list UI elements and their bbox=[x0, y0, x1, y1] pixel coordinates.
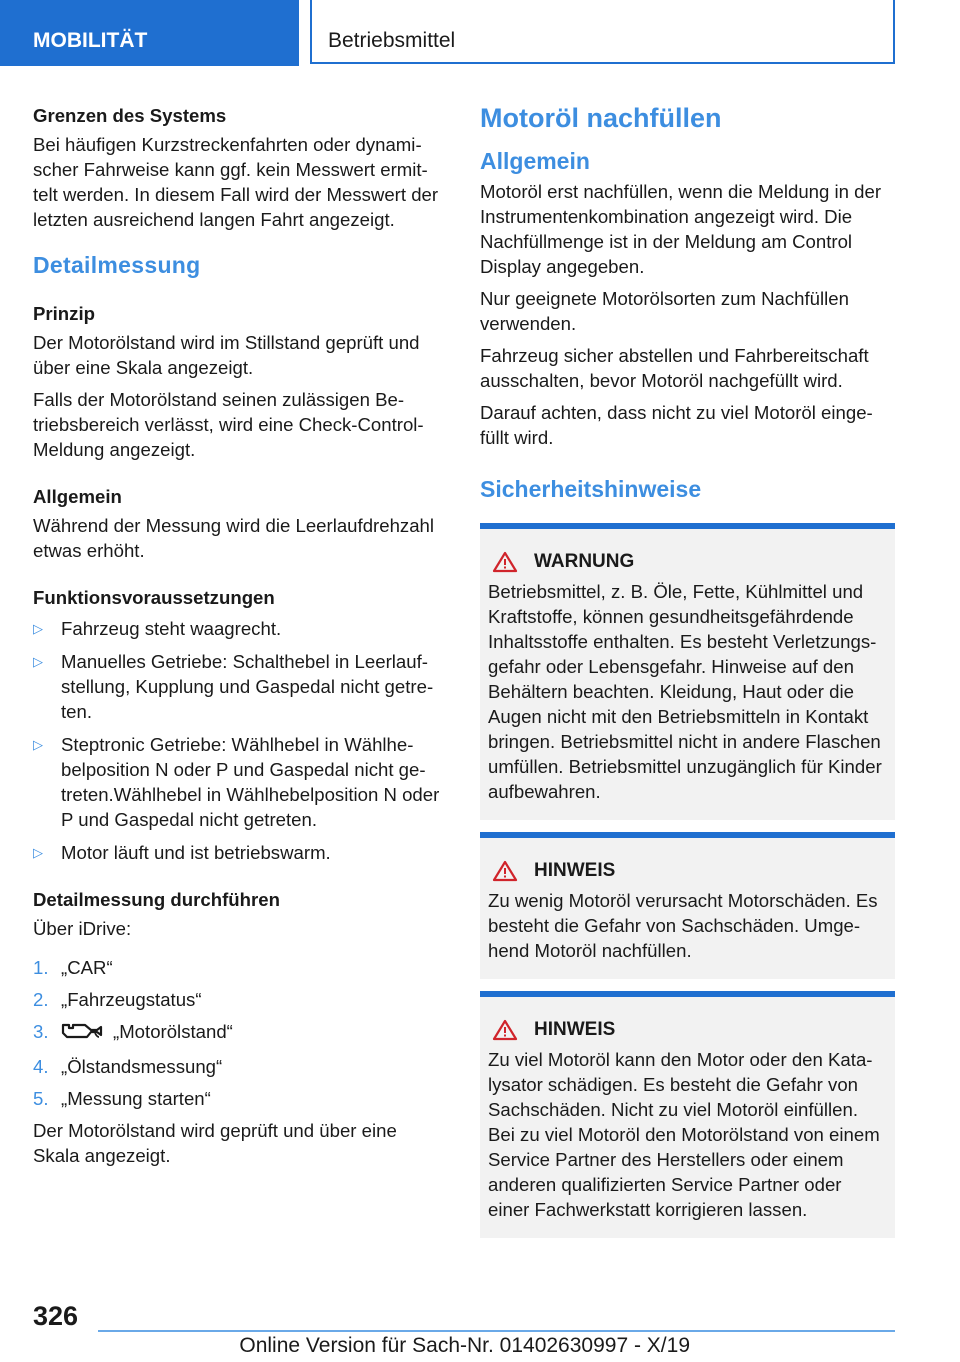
bullet-triangle-icon: ▷ bbox=[33, 737, 43, 752]
list-item: ▷ Motor läuft und ist betriebswarm. bbox=[33, 842, 331, 863]
notice-text: Zu viel Motoröl kann den Motor oder den Katalysator schädigen. Es besteht die Gefahr von Sachschäden. Nicht zu viel Motoröl einfüllen. Bei zu viel Motoröl den Motorölstand von einem Service Partner des Herstellers oder einem anderen qualifizierten Service Partner oder einer Fachwerkstatt korrigieren lassen. bbox=[488, 1049, 880, 1220]
notice-title: WARNUNG bbox=[534, 551, 635, 572]
list-item: 3. „Motorölstand“ bbox=[33, 1019, 445, 1047]
steps-list bbox=[33, 955, 445, 1111]
page-header bbox=[0, 0, 960, 66]
notice-title: HINWEIS bbox=[534, 1019, 616, 1040]
notice-text: Zu wenig Motoröl verursacht Motorschäden. Es besteht die Gefahr von Sachschäden. Umgehend Motoröl nachfüllen. bbox=[488, 890, 878, 961]
list-item: ▷ Manuelles Getriebe: Schalthebel in Leerlaufstellung, Kupplung und Gaspedal nicht getreten. bbox=[33, 651, 434, 722]
list-item: ▷ Fahrzeug steht waagrecht. bbox=[33, 618, 282, 639]
perform-heading: Detailmessung durchführen bbox=[33, 889, 280, 910]
right-paragraph-1: Motoröl erst nachfüllen, wenn die Meldung in der Instrumentenkombination angezeigt wird. Die Nachfüllmenge ist in der Meldung am Control Display angegeben. bbox=[480, 181, 882, 277]
requirements-heading: Funktionsvoraussetzungen bbox=[33, 587, 275, 608]
principle-heading: Prinzip bbox=[33, 303, 95, 324]
bullet-triangle-icon: ▷ bbox=[33, 621, 43, 636]
list-item: 1. „CAR“ bbox=[33, 957, 113, 978]
perform-intro: Über iDrive: bbox=[33, 918, 132, 939]
vehicle-status-icon bbox=[61, 1019, 105, 1047]
requirements-list bbox=[33, 616, 445, 865]
notice-text: Betriebsmittel, z. B. Öle, Fette, Kühlmittel und Kraftstoffe, können gesundheitsgefährdende Inhaltsstoffe enthalten. Es besteht Verletzungsgefahr oder Lebensgefahr. Hinweise auf den Behältern beachten. Kleidung, Haut oder die Augen nicht mit den Betriebsmitteln in Kontakt bringen. Betriebsmittel nicht in andere Flaschen umfüllen. Betriebsmittel unzugänglich für Kinder aufbewahren. bbox=[488, 581, 882, 802]
section-tab: MOBILITÄT bbox=[0, 0, 299, 66]
right-paragraph-4: Darauf achten, dass nicht zu viel Motoröl eingefüllt wird. bbox=[480, 402, 873, 448]
online-version-note: Online Version für Sach-Nr. 01402630997 - X/19 bbox=[239, 1334, 690, 1357]
page-footer bbox=[0, 1290, 960, 1362]
notice-title: HINWEIS bbox=[534, 860, 616, 881]
right-general-heading: Allgemein bbox=[480, 148, 590, 174]
limits-heading: Grenzen des Systems bbox=[33, 105, 227, 126]
right-column bbox=[480, 103, 895, 1250]
hint-box bbox=[480, 832, 895, 979]
left-column bbox=[33, 103, 445, 1175]
list-item: 2. „Fahrzeugstatus“ bbox=[33, 989, 202, 1010]
detail-heading: Detailmessung bbox=[33, 252, 201, 278]
general-heading: Allgemein bbox=[33, 486, 122, 507]
principle-paragraph-1: Der Motorölstand wird im Stillstand geprüft und über eine Skala angezeigt. bbox=[33, 332, 420, 378]
page-number: 326 bbox=[33, 1301, 79, 1331]
principle-paragraph-2: Falls der Motorölstand seinen zulässigen Betriebsbereich verlässt, wird eine Check-Control-Meldung angezeigt. bbox=[33, 389, 424, 460]
list-item: 4. „Ölstandsmessung“ bbox=[33, 1056, 223, 1078]
list-item: 5. „Messung starten“ bbox=[33, 1088, 211, 1110]
warning-box bbox=[480, 523, 895, 820]
chapter-tab: Betriebsmittel bbox=[310, 0, 895, 64]
right-paragraph-3: Fahrzeug sicher abstellen und Fahrbereitschaft ausschalten, bevor Motoröl nachgefüllt wird. bbox=[480, 345, 869, 391]
warning-triangle-icon bbox=[492, 551, 518, 573]
general-text: Während der Messung wird die Leerlaufdrehzahl etwas erhöht. bbox=[33, 515, 435, 561]
main-heading: Motoröl nachfüllen bbox=[480, 103, 722, 133]
bullet-triangle-icon: ▷ bbox=[33, 654, 43, 669]
safety-heading: Sicherheitshinweise bbox=[480, 476, 702, 502]
hint-box bbox=[480, 991, 895, 1238]
warning-triangle-icon bbox=[492, 1019, 518, 1041]
bullet-triangle-icon: ▷ bbox=[33, 845, 43, 860]
footer-divider bbox=[98, 1330, 895, 1332]
right-paragraph-2: Nur geeignete Motorölsorten zum Nachfüllen verwenden. bbox=[480, 288, 849, 334]
result-text: Der Motorölstand wird geprüft und über eine Skala angezeigt. bbox=[33, 1120, 397, 1167]
list-item: ▷ Steptronic Getriebe: Wählhebel in Wählhebelposition N oder P und Gaspedal nicht getreten.Wählhebel in Wählhebelposition N oder P und Gaspedal nicht getreten. bbox=[33, 734, 440, 830]
limits-text: Bei häufigen Kurzstreckenfahrten oder dynamischer Fahrweise kann ggf. kein Messwert ermittelt werden. In diesem Fall wird der Messwert der letzten ausreichend langen Fahrt angezeigt. bbox=[33, 134, 439, 230]
warning-triangle-icon bbox=[492, 860, 518, 882]
